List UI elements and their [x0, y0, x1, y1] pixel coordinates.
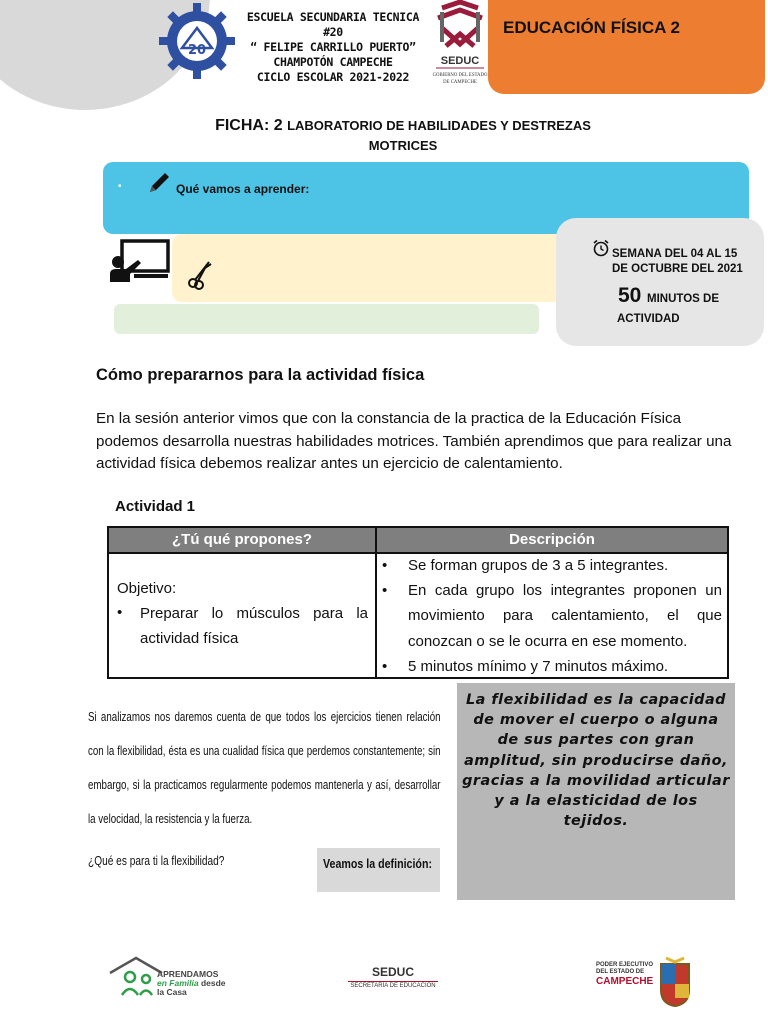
minutes-label: MINUTOS DE — [647, 293, 719, 305]
campeche-word: CAMPECHE — [596, 976, 654, 987]
school-line-2: “ FELIPE CARRILLO PUERTO” — [250, 40, 416, 54]
ficha-heading — [110, 116, 696, 156]
list-item: • 5 minutos mínimo y 7 minutos máximo. — [382, 654, 722, 679]
svg-text:DE CAMPECHE: DE CAMPECHE — [443, 80, 477, 85]
seduc-footer-logo — [348, 965, 438, 989]
ficha-number: FICHA: 2 — [215, 117, 283, 134]
school-line-1: ESCUELA SECUNDARIA TECNICA #20 — [246, 10, 420, 39]
subject-title: EDUCACIÓN FÍSICA 2 — [503, 18, 680, 37]
learn-bullet: • — [118, 181, 122, 192]
aprendamos-line-1: APRENDAMOS — [157, 969, 219, 979]
campeche-footer-logo — [596, 962, 656, 987]
week-line-1: SEMANA DEL 04 AL 15 — [612, 248, 738, 260]
aprendamos-text — [157, 970, 226, 997]
poder-line-1: PODER EJECUTIVO — [596, 962, 654, 968]
content-box — [172, 234, 572, 302]
svg-text:GOBIERNO DEL ESTADO: GOBIERNO DEL ESTADO — [432, 73, 488, 78]
teacher-board-icon — [108, 238, 172, 284]
objective-text: Preparar lo músculos para la actividad física — [140, 605, 368, 647]
alarm-clock-icon — [592, 239, 610, 257]
intro-paragraph: En la sesión anterior vimos que con la constancia de la practica de la Educación Física podemos desarrolla nuestras habilidades motrices. También aprendimos que para realizar una actividad física debemos realizar antes un ejercicio de calentamiento. — [96, 410, 732, 472]
highlight-bar — [114, 304, 539, 334]
school-line-4: CICLO ESCOLAR 2021-2022 — [256, 70, 410, 84]
aprendamos-line-2b: desde — [200, 978, 226, 988]
flexibility-paragraph: Si analizamos nos daremos cuenta de que todos los ejercicios tienen relación con la flexibilidad, ésta es una cualidad física que perdemos constantemente; sin embargo, si la practicamos regularmente podemos mantenerla y así, desarrollar la velocidad, la resistencia y la fuerza. — [88, 710, 441, 826]
learn-label: Qué vamos a aprender: — [176, 182, 310, 196]
description-item-2: En cada grupo los integrantes proponen un movimiento para calentamiento, el que conozcan o se le ocurra en ese momento. — [408, 582, 722, 650]
description-item-1: Se forman grupos de 3 a 5 integrantes. — [408, 557, 669, 574]
campeche-shield-icon — [658, 956, 692, 1008]
school-line-3: CHAMPOTÓN CAMPECHE — [273, 55, 393, 69]
svg-text:20: 20 — [187, 43, 207, 58]
svg-text:SEDUC: SEDUC — [440, 55, 480, 67]
pencil-icon — [146, 170, 172, 196]
minutes-label-2: ACTIVIDAD — [617, 313, 680, 325]
table-header-description: Descripción — [377, 528, 727, 554]
minutes-number: 50 — [618, 284, 642, 307]
aprendamos-line-3: la Casa — [157, 987, 187, 997]
schedule-box — [556, 218, 764, 346]
list-item: • En cada grupo los integrantes proponen un movimiento para calentamiento, el que conozcan o se le ocurra en ese momento. — [382, 578, 722, 654]
school-gear-logo — [158, 2, 236, 80]
table-header-proposal: ¿Tú qué propones? — [109, 528, 377, 554]
seduc-header-logo — [432, 0, 488, 90]
objective-bullet: • — [117, 604, 123, 621]
school-name-block — [243, 10, 423, 85]
flexibility-question: ¿Qué es para ti la flexibilidad? — [88, 853, 225, 868]
ficha-title-line1: LABORATORIO DE HABILIDADES Y DESTREZAS — [287, 118, 591, 133]
definition-label: Veamos la definición: — [323, 856, 433, 871]
list-item: • Se forman grupos de 3 a 5 integrantes. — [382, 553, 722, 578]
subject-banner — [488, 0, 765, 94]
seduc-footer-sub: SECRETARÍA DE EDUCACIÓN — [348, 981, 438, 989]
scissors-icon — [185, 258, 217, 290]
seduc-footer-title: SEDUC — [371, 965, 414, 979]
aprendamos-line-2a: en Familia — [157, 978, 199, 988]
definition-text: La flexibilidad es la capacidad de mover el cuerpo o alguna de sus partes con gran amplitud, sin producirse daño, gracias a la movilidad articular y a la elasticidad de los tejidos. — [462, 692, 730, 830]
section-title: Cómo prepararnos para la actividad física — [96, 366, 425, 384]
poder-line-2: DEL ESTADO DE — [596, 969, 645, 975]
ficha-title-line2: MOTRICES — [368, 138, 438, 153]
description-item-3: 5 minutos mínimo y 7 minutos máximo. — [408, 657, 669, 675]
activity-table — [107, 526, 729, 679]
objective-label: Objetivo: — [117, 580, 177, 597]
table-column-divider — [375, 552, 377, 677]
activity-title: Actividad 1 — [115, 498, 196, 515]
description-list — [382, 553, 722, 679]
week-line-2: DE OCTUBRE DEL 2021 — [612, 263, 743, 275]
